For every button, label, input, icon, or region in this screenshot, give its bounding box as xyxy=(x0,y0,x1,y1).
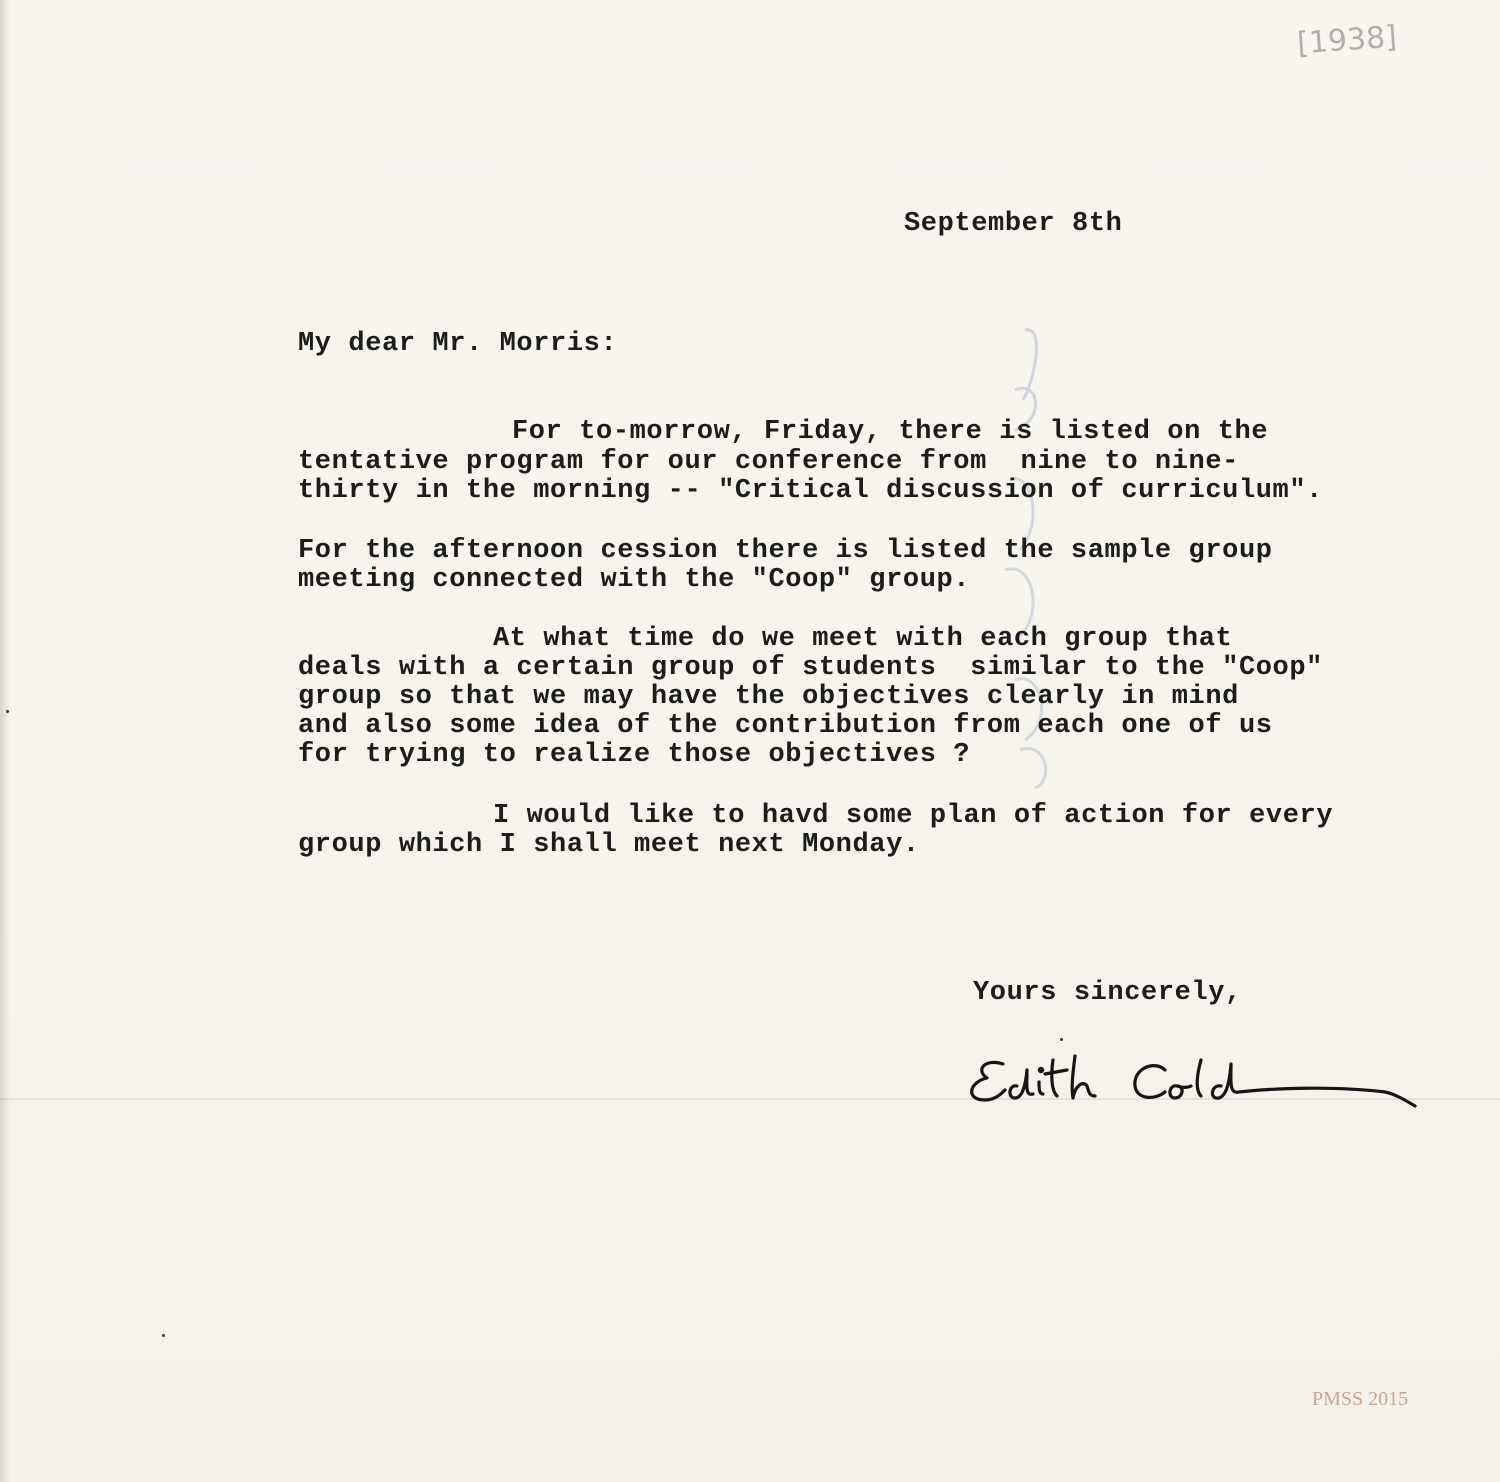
paragraph-3-line-5: for trying to realize those objectives ? xyxy=(298,740,971,770)
paragraph-4-line-1: I would like to havd some plan of action for every xyxy=(493,801,1334,831)
signature xyxy=(955,1030,1435,1130)
archive-watermark: PMSS 2015 xyxy=(1312,1388,1409,1410)
paragraph-3-line-3: group so that we may have the objectives clearly in mind xyxy=(298,682,1239,712)
paper-edge xyxy=(0,0,10,1482)
paragraph-3-line-4: and also some idea of the contribution from each one of us xyxy=(298,711,1273,741)
archive-note xyxy=(1286,10,1407,70)
paper-speck xyxy=(1060,1038,1063,1041)
paper-speck xyxy=(162,1334,165,1337)
closing: Yours sincerely, xyxy=(973,978,1242,1008)
paragraph-1-line-2: tentative program for our conference from nine to nine- xyxy=(298,447,1239,477)
paragraph-2-line-1: For the afternoon cession there is listed the sample group xyxy=(298,536,1273,566)
salutation: My dear Mr. Morris: xyxy=(298,329,618,359)
paragraph-2-line-2: meeting connected with the "Coop" group. xyxy=(298,565,971,595)
archive-note-text: [1938] xyxy=(1296,19,1398,61)
paper-speck xyxy=(6,710,9,713)
paragraph-3-line-1: At what time do we meet with each group that xyxy=(493,624,1233,654)
paragraph-1-line-3: thirty in the morning -- "Critical discussion of curriculum". xyxy=(298,476,1323,506)
paragraph-3-line-2: deals with a certain group of students similar to the "Coop" xyxy=(298,653,1323,683)
paragraph-1-line-1: For to-morrow, Friday, there is listed on the xyxy=(512,417,1269,447)
paragraph-4-line-2: group which I shall meet next Monday. xyxy=(298,830,920,860)
letter-date: September 8th xyxy=(904,209,1123,239)
